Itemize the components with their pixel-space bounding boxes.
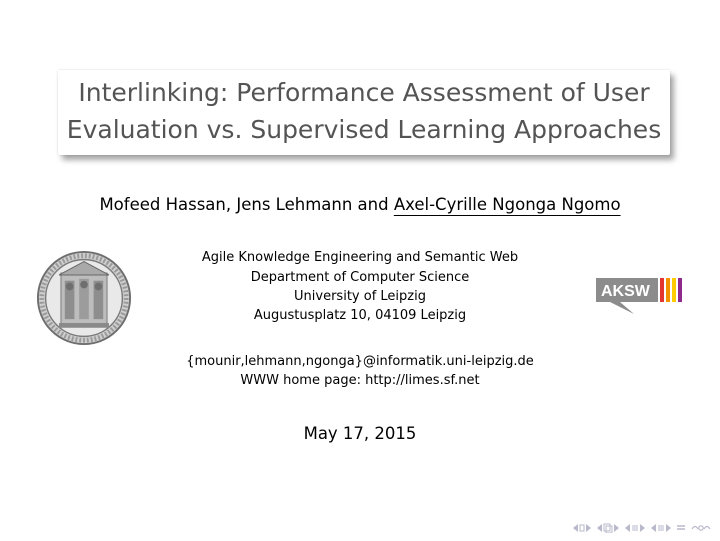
search-back-forward-icon <box>690 523 712 533</box>
institute-university: University of Leipzig <box>294 289 426 304</box>
homepage-line: WWW home page: http://limes.sf.net <box>240 373 480 388</box>
aksw-logo-icon <box>596 276 688 316</box>
document-nav-icon <box>676 523 686 533</box>
subsection-nav-icon <box>624 523 646 533</box>
university-seal-icon <box>36 250 132 346</box>
slide-nav-icon <box>572 523 592 533</box>
institute-group: Agile Knowledge Engineering and Semantic Web <box>201 250 519 265</box>
frame-nav-icon <box>596 523 620 533</box>
nav-subsection-button[interactable] <box>624 521 646 535</box>
aksw-logo-text: AKSW <box>601 283 650 300</box>
nav-search-button[interactable] <box>690 521 712 535</box>
beamer-navigation-bar <box>572 521 712 535</box>
title-line-2: Evaluation vs. Supervised Learning Approaches <box>66 115 662 144</box>
title-line-1: Interlinking: Performance Assessment of User <box>78 78 650 107</box>
nav-frame-button[interactable] <box>596 521 620 535</box>
author-list <box>0 195 720 214</box>
section-nav-icon <box>650 523 672 533</box>
nav-document-button[interactable] <box>676 521 686 535</box>
institute-address: Augustusplatz 10, 04109 Leipzig <box>253 308 467 323</box>
co-authors: Mofeed Hassan, Jens Lehmann and <box>99 195 394 214</box>
presenting-author: Axel-Cyrille Ngonga Ngomo <box>393 195 621 214</box>
contact-emails: {mounir,lehmann,ngonga}@informatik.uni-leipzig.de <box>186 354 534 369</box>
title-box <box>58 70 670 155</box>
institute-department: Department of Computer Science <box>250 270 470 285</box>
nav-section-button[interactable] <box>650 521 672 535</box>
presentation-date: May 17, 2015 <box>303 424 417 443</box>
nav-prev-slide-button[interactable] <box>572 521 592 535</box>
